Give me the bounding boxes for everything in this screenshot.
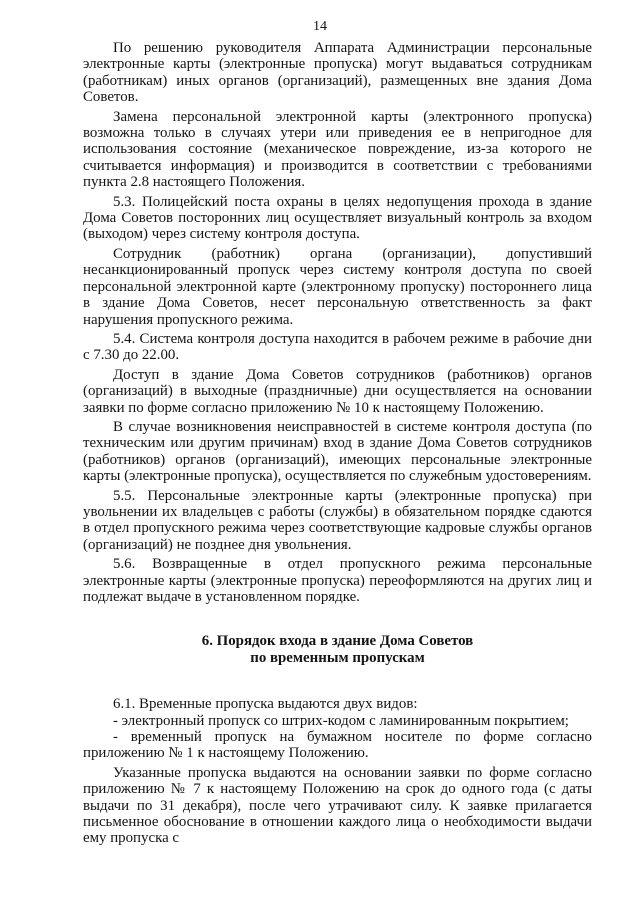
section-heading	[83, 633, 592, 666]
document-body	[83, 40, 592, 847]
paragraph-6-1: 6.1. Временные пропуска выдаются двух видов:	[113, 696, 418, 713]
paragraph: По решению руководителя Аппарата Администрации персональные электронные карты (электронные пропуска) могут выдаваться сотрудникам (работникам) иных органов (организаций), размещенных вне здания Дома Советов.	[83, 40, 592, 106]
paragraph-5-6: 5.6. Возвращенные в отдел пропускного режима персональные электронные карты (электронные пропуска) переоформляются на других лиц и подлежат выдаче в установленном порядке.	[83, 556, 592, 605]
list-item: - временный пропуск на бумажном носителе по форме согласно приложению № 1 к настоящему Положению.	[83, 729, 592, 762]
paragraph-5-4: 5.4. Система контроля доступа находится в рабочем режиме в рабочие дни с 7.30 до 22.00.	[83, 330, 592, 364]
section-heading-line-1: 6. Порядок входа в здание Дома Советов	[201, 633, 474, 650]
paragraph: В случае возникновения неисправностей в системе контроля доступа (по техническим или другим причинам) вход в здание Дома Советов сотрудников (работников) органов (организаций), имеющих персональные электронные карты (электронные пропуска), осуществляется по служебным удостоверениям.	[83, 418, 592, 485]
paragraph: Указанные пропуска выдаются на основании заявки по форме согласно приложению № 7 к настоящему Положению на срок до одного года (с даты выдачи по 31 декабря), после чего утрачивают силу. К заявке прилагается письменное обоснование в отношении каждого лица о необходимости выдачи ему пропуска с	[83, 764, 592, 847]
paragraph: Замена персональной электронной карты (электронного пропуска) возможна только в случаях утери или приведения ее в непригодное для использования состояние (механическое повреждение, из-за которого не считывается информация) и производится в соответствии с требованиями пункта 2.8 настоящего Положения.	[83, 108, 592, 191]
paragraph: Сотрудник (работник) органа (организации), допустивший несанкционированный пропуск через систему контроля доступа по своей персональной электронной карте (электронному пропуску) постороннего лица в здание Дома Советов, несет персональную ответственность за факт нарушения пропускного режима.	[83, 245, 592, 328]
section-heading-line-2: по временным пропускам	[250, 649, 425, 666]
paragraph: Доступ в здание Дома Советов сотрудников (работников) органов (организаций) в выходные (праздничные) дни осуществляется на основании заявки по форме согласно приложению № 10 к настоящему Положению.	[83, 366, 592, 416]
paragraph-5-5: 5.5. Персональные электронные карты (электронные пропуска) при увольнении их владельцев с работы (службы) в обязательном порядке сдаются в отдел пропускного режима через соответствующие кадровые службы органов (организаций) не позднее дня увольнения.	[83, 487, 592, 553]
page-number: 14	[313, 19, 327, 34]
list-item: - электронный пропуск со штрих-кодом с ламинированным покрытием;	[113, 712, 569, 729]
paragraph-5-3: 5.3. Полицейский поста охраны в целях недопущения прохода в здание Дома Советов посторонних лиц осуществляет визуальный контроль за входом (выходом) через систему контроля доступа.	[83, 193, 592, 243]
